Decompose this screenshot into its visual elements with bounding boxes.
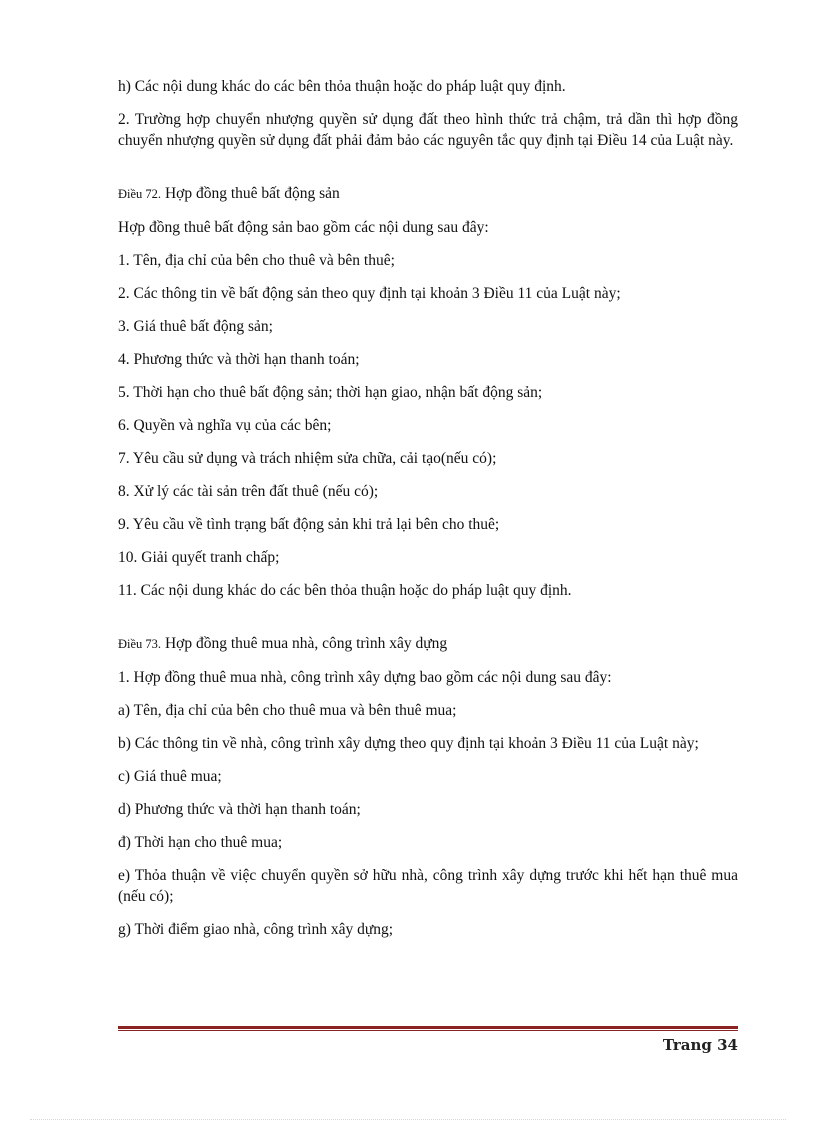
list-item: đ) Thời hạn cho thuê mua; (118, 834, 283, 851)
list-item: d) Phương thức và thời hạn thanh toán; (118, 801, 361, 818)
list-item: 9. Yêu cầu về tình trạng bất động sản khi trả lại bên cho thuê; (118, 516, 500, 533)
page-number: Trang 34 (662, 1036, 738, 1054)
footer-divider (118, 1026, 738, 1031)
list-item: c) Giá thuê mua; (118, 768, 222, 785)
list-item: e) Thỏa thuận về việc chuyển quyền sở hữu nhà, công trình xây dựng trước khi hết hạn thuê mua (nếu có); (118, 867, 738, 905)
list-item: 7. Yêu cầu sử dụng và trách nhiệm sửa chữa, cải tạo(nếu có); (118, 450, 497, 467)
list-item: 5. Thời hạn cho thuê bất động sản; thời hạn giao, nhận bất động sản; (118, 384, 543, 401)
list-item: 6. Quyền và nghĩa vụ của các bên; (118, 417, 332, 434)
list-item: 2. Các thông tin về bất động sản theo quy định tại khoản 3 Điều 11 của Luật này; (118, 285, 621, 302)
page-body (118, 76, 738, 940)
page-edge-divider (30, 1119, 786, 1120)
article-73-title: Hợp đồng thuê mua nhà, công trình xây dựng (164, 635, 448, 652)
article-72-list (118, 238, 738, 601)
article-72-title: Hợp đồng thuê bất động sản (164, 185, 340, 202)
article-72-number: Điều 72. (118, 187, 162, 201)
article-73-list (118, 688, 738, 940)
list-item: 8. Xử lý các tài sản trên đất thuê (nếu có); (118, 483, 379, 500)
list-item: 11. Các nội dung khác do các bên thỏa thuận hoặc do pháp luật quy định. (118, 582, 572, 599)
article-72-heading (118, 183, 738, 205)
list-item: g) Thời điểm giao nhà, công trình xây dựng; (118, 921, 394, 938)
paragraph-h: h) Các nội dung khác do các bên thỏa thuận hoặc do pháp luật quy định. (118, 78, 566, 95)
list-item: 1. Tên, địa chỉ của bên cho thuê và bên thuê; (118, 252, 395, 269)
list-item: 3. Giá thuê bất động sản; (118, 318, 273, 335)
list-item: b) Các thông tin về nhà, công trình xây dựng theo quy định tại khoản 3 Điều 11 của Luật này; (118, 735, 699, 752)
list-item: 4. Phương thức và thời hạn thanh toán; (118, 351, 360, 368)
article-73-number: Điều 73. (118, 637, 162, 651)
list-item: 10. Giải quyết tranh chấp; (118, 549, 280, 566)
article-73-heading (118, 633, 738, 655)
article-73-intro: 1. Hợp đồng thuê mua nhà, công trình xây dựng bao gồm các nội dung sau đây: (118, 669, 612, 686)
article-72-intro: Hợp đồng thuê bất động sản bao gồm các nội dung sau đây: (118, 219, 489, 236)
paragraph-2: 2. Trường hợp chuyển nhượng quyền sử dụng đất theo hình thức trả chậm, trả dần thì hợp đồng chuyển nhượng quyền sử dụng đất phải đảm bảo các nguyên tắc quy định tại Điều 14 của Luật này. (118, 111, 738, 149)
list-item: a) Tên, địa chỉ của bên cho thuê mua và bên thuê mua; (118, 702, 457, 719)
